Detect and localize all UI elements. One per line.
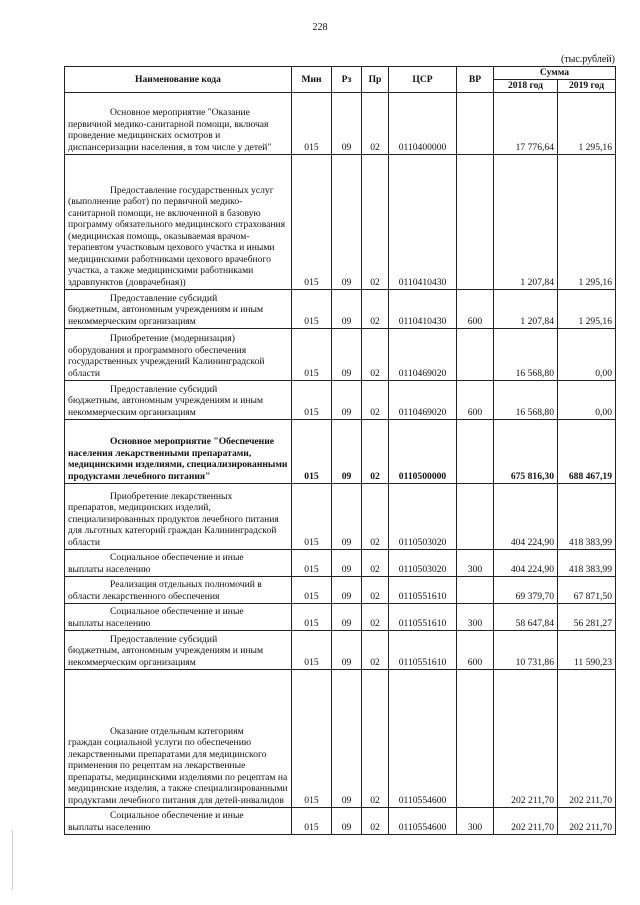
row-vr: 600 — [457, 290, 494, 329]
row-vr: 300 — [457, 604, 494, 631]
table-row — [65, 484, 616, 550]
row-min: 015 — [292, 550, 332, 577]
header-rz: Рз — [332, 67, 362, 93]
header-pr: Пр — [362, 67, 389, 93]
row-name: Социальное обеспечение и иные выплаты населению — [65, 550, 292, 577]
row-2019: 67 871,50 — [558, 577, 616, 604]
row-name: Предоставление субсидий бюджетным, автономным учреждениям и иным некоммерческим организациям — [65, 381, 292, 420]
row-rz: 09 — [332, 550, 362, 577]
row-csr: 0110410430 — [389, 290, 457, 329]
row-2018: 404 224,90 — [494, 550, 558, 577]
row-pr: 02 — [362, 381, 389, 420]
header-2019: 2019 год — [558, 80, 616, 93]
row-2019: 0,00 — [558, 329, 616, 381]
table-row — [65, 577, 616, 604]
header-vr: ВР — [457, 67, 494, 93]
table-row — [65, 155, 616, 290]
row-2018: 69 379,70 — [494, 577, 558, 604]
row-vr — [457, 155, 494, 290]
row-min: 015 — [292, 329, 332, 381]
row-name: Социальное обеспечение и иные выплаты населению — [65, 808, 292, 835]
table-row — [65, 329, 616, 381]
row-csr: 0110551610 — [389, 631, 457, 670]
row-2018: 675 816,30 — [494, 420, 558, 484]
row-name: Предоставление субсидий бюджетным, автономным учреждениям и иным некоммерческим организациям — [65, 631, 292, 670]
row-pr: 02 — [362, 577, 389, 604]
row-pr: 02 — [362, 808, 389, 835]
row-2018: 16 568,80 — [494, 381, 558, 420]
row-2019: 202 211,70 — [558, 808, 616, 835]
row-2018: 1 207,84 — [494, 155, 558, 290]
row-2019: 1 295,16 — [558, 93, 616, 155]
row-rz: 09 — [332, 329, 362, 381]
row-vr: 600 — [457, 381, 494, 420]
row-2018: 58 647,84 — [494, 604, 558, 631]
row-2018: 16 568,80 — [494, 329, 558, 381]
header-min: Мин — [292, 67, 332, 93]
row-min: 015 — [292, 604, 332, 631]
margin-line — [12, 830, 13, 890]
row-min: 015 — [292, 420, 332, 484]
row-2018: 404 224,90 — [494, 484, 558, 550]
row-min: 015 — [292, 808, 332, 835]
budget-table — [64, 66, 616, 835]
row-2018: 17 776,64 — [494, 93, 558, 155]
row-csr: 0110554600 — [389, 808, 457, 835]
row-pr: 02 — [362, 155, 389, 290]
row-rz: 09 — [332, 155, 362, 290]
table-row — [65, 604, 616, 631]
row-name: Приобретение (модернизация) оборудования и программного обеспечения государственных учреждений Калининградской области — [65, 329, 292, 381]
row-vr — [457, 329, 494, 381]
row-name: Предоставление государственных услуг (выполнение работ) по первичной медико-санитарной помощи, не включенной в базовую программу обязательного медицинского страхования (медицинская помощь, оказываемая врачом-терапевтом участковым цехового участка и иными медицинскими работниками цехового врачебного участка, а также медицинскими работниками здравпунктов (доврачебная)) — [65, 155, 292, 290]
row-2018: 202 211,70 — [494, 808, 558, 835]
row-2018: 10 731,86 — [494, 631, 558, 670]
row-vr — [457, 93, 494, 155]
row-2019: 418 383,99 — [558, 550, 616, 577]
row-name: Реализация отдельных полномочий в области лекарственного обеспечения — [65, 577, 292, 604]
header-csr: ЦСР — [389, 67, 457, 93]
row-pr: 02 — [362, 484, 389, 550]
row-2019: 0,00 — [558, 381, 616, 420]
row-pr: 02 — [362, 670, 389, 808]
table-row — [65, 550, 616, 577]
row-name: Предоставление субсидий бюджетным, автономным учреждениям и иным некоммерческим организациям — [65, 290, 292, 329]
row-min: 015 — [292, 155, 332, 290]
row-name: Основное мероприятие "Обеспечение населения лекарственными препаратами, медицинскими изделиями, специализированными продуктами лечебного питания" — [65, 420, 292, 484]
row-csr: 0110551610 — [389, 577, 457, 604]
table-row — [65, 290, 616, 329]
row-vr — [457, 484, 494, 550]
page-number: 228 — [312, 22, 328, 33]
table-row — [65, 631, 616, 670]
row-pr: 02 — [362, 329, 389, 381]
table-row — [65, 420, 616, 484]
header-row-top — [65, 67, 616, 80]
row-2019: 11 590,23 — [558, 631, 616, 670]
row-csr: 0110554600 — [389, 670, 457, 808]
row-2019: 56 281,27 — [558, 604, 616, 631]
row-2019: 688 467,19 — [558, 420, 616, 484]
row-vr — [457, 670, 494, 808]
row-rz: 09 — [332, 670, 362, 808]
row-rz: 09 — [332, 631, 362, 670]
table-row — [65, 808, 616, 835]
row-2018: 202 211,70 — [494, 670, 558, 808]
row-rz: 09 — [332, 381, 362, 420]
row-name: Основное мероприятие "Оказание первичной медико-санитарной помощи, включая проведение медицинских осмотров и диспансеризации населения, в том числе у детей" — [65, 93, 292, 155]
row-name: Оказание отдельным категориям граждан социальной услуги по обеспечению лекарственными препаратами для медицинского применения по рецептам на лекарственные препараты, медицинскими изделиями по рецептам на медицинские изделия, а также специализированными продуктами лечебного питания для детей-инвалидов — [65, 670, 292, 808]
row-min: 015 — [292, 484, 332, 550]
row-pr: 02 — [362, 93, 389, 155]
row-csr: 0110503020 — [389, 484, 457, 550]
row-name: Приобретение лекарственных препаратов, медицинских изделий, специализированных продуктов лечебного питания для льготных категорий граждан Калининградской области — [65, 484, 292, 550]
row-csr: 0110500000 — [389, 420, 457, 484]
row-2019: 1 295,16 — [558, 155, 616, 290]
header-2018: 2018 год — [494, 80, 558, 93]
row-rz: 09 — [332, 808, 362, 835]
header-name: Наименование кода — [65, 67, 292, 93]
row-name: Социальное обеспечение и иные выплаты населению — [65, 604, 292, 631]
header-sum: Сумма — [494, 67, 616, 80]
row-min: 015 — [292, 381, 332, 420]
row-2019: 1 295,16 — [558, 290, 616, 329]
row-csr: 0110410430 — [389, 155, 457, 290]
row-pr: 02 — [362, 550, 389, 577]
table-row — [65, 93, 616, 155]
table-row — [65, 670, 616, 808]
row-rz: 09 — [332, 290, 362, 329]
row-pr: 02 — [362, 631, 389, 670]
row-pr: 02 — [362, 604, 389, 631]
row-min: 015 — [292, 290, 332, 329]
row-csr: 0110551610 — [389, 604, 457, 631]
table-row — [65, 381, 616, 420]
row-2019: 418 383,99 — [558, 484, 616, 550]
row-csr: 0110400000 — [389, 93, 457, 155]
row-rz: 09 — [332, 484, 362, 550]
row-csr: 0110469020 — [389, 381, 457, 420]
row-min: 015 — [292, 577, 332, 604]
row-csr: 0110503020 — [389, 550, 457, 577]
units-label: (тыс.рублей) — [560, 54, 615, 65]
row-pr: 02 — [362, 290, 389, 329]
row-pr: 02 — [362, 420, 389, 484]
row-rz: 09 — [332, 420, 362, 484]
row-vr: 300 — [457, 550, 494, 577]
row-2018: 1 207,84 — [494, 290, 558, 329]
row-rz: 09 — [332, 604, 362, 631]
row-min: 015 — [292, 631, 332, 670]
row-rz: 09 — [332, 93, 362, 155]
row-csr: 0110469020 — [389, 329, 457, 381]
row-rz: 09 — [332, 577, 362, 604]
row-vr — [457, 577, 494, 604]
row-vr — [457, 420, 494, 484]
row-min: 015 — [292, 670, 332, 808]
row-2019: 202 211,70 — [558, 670, 616, 808]
row-vr: 600 — [457, 631, 494, 670]
row-min: 015 — [292, 93, 332, 155]
row-vr: 300 — [457, 808, 494, 835]
